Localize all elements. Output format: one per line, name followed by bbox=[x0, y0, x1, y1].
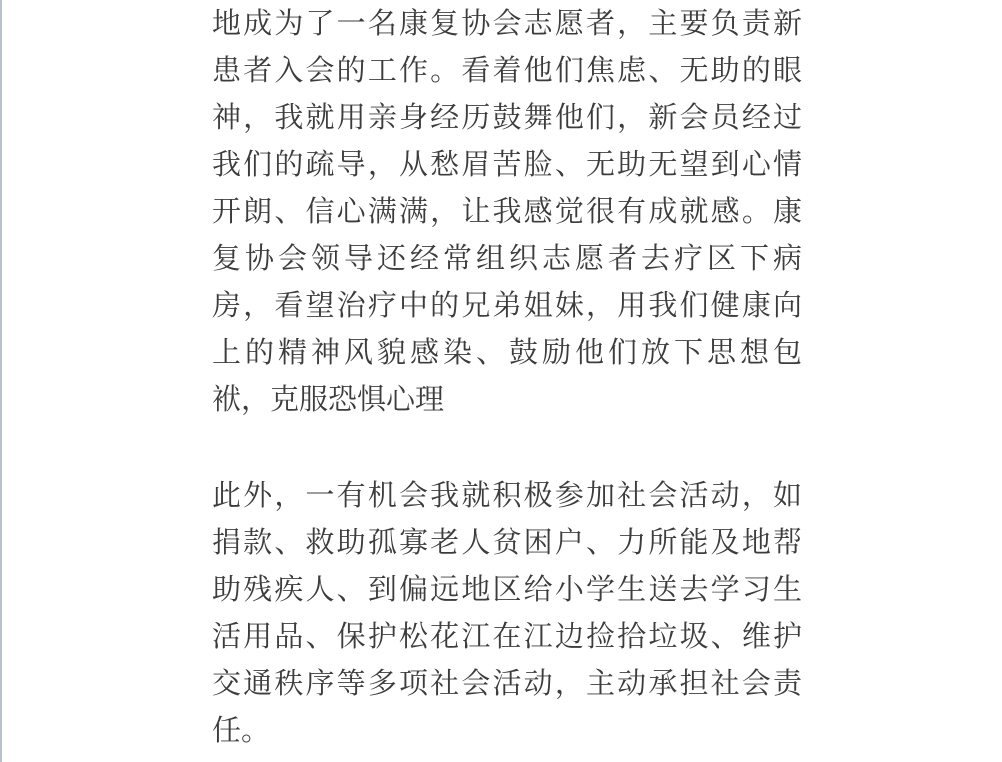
text-line: 房，看望治疗中的兄弟姐妹，用我们健康向 bbox=[212, 288, 802, 322]
text-line: 活用品、保护松花江在江边捡拾垃圾、维护 bbox=[212, 619, 802, 653]
text-line: 任。 bbox=[212, 713, 271, 747]
text-line: 复协会领导还经常组织志愿者去疗区下病 bbox=[212, 241, 802, 275]
text-line: 捐款、救助孤寡老人贫困户、力所能及地帮 bbox=[212, 525, 802, 559]
text-line: 交通秩序等多项社会活动，主动承担社会责 bbox=[212, 666, 802, 700]
text-line: 上的精神风貌感染、鼓励他们放下思想包 bbox=[212, 335, 802, 369]
text-line: 开朗、信心满满，让我感觉很有成就感。康 bbox=[212, 194, 802, 228]
text-line: 神，我就用亲身经历鼓舞他们，新会员经过 bbox=[212, 100, 802, 134]
text-line: 助残疾人、到偏远地区给小学生送去学习生 bbox=[212, 572, 802, 606]
text-line: 此外，一有机会我就积极参加社会活动，如 bbox=[212, 478, 802, 512]
paragraph-social-activities bbox=[212, 472, 802, 754]
text-line: 我们的疏导，从愁眉苦脸、无助无望到心情 bbox=[212, 147, 802, 181]
paragraph-volunteer bbox=[212, 0, 802, 423]
text-line: 患者入会的工作。看着他们焦虑、无助的眼 bbox=[212, 53, 802, 87]
text-line: 袱，克服恐惧心理 bbox=[212, 382, 445, 416]
text-line: 地成为了一名康复协会志愿者，主要负责新 bbox=[212, 6, 802, 40]
